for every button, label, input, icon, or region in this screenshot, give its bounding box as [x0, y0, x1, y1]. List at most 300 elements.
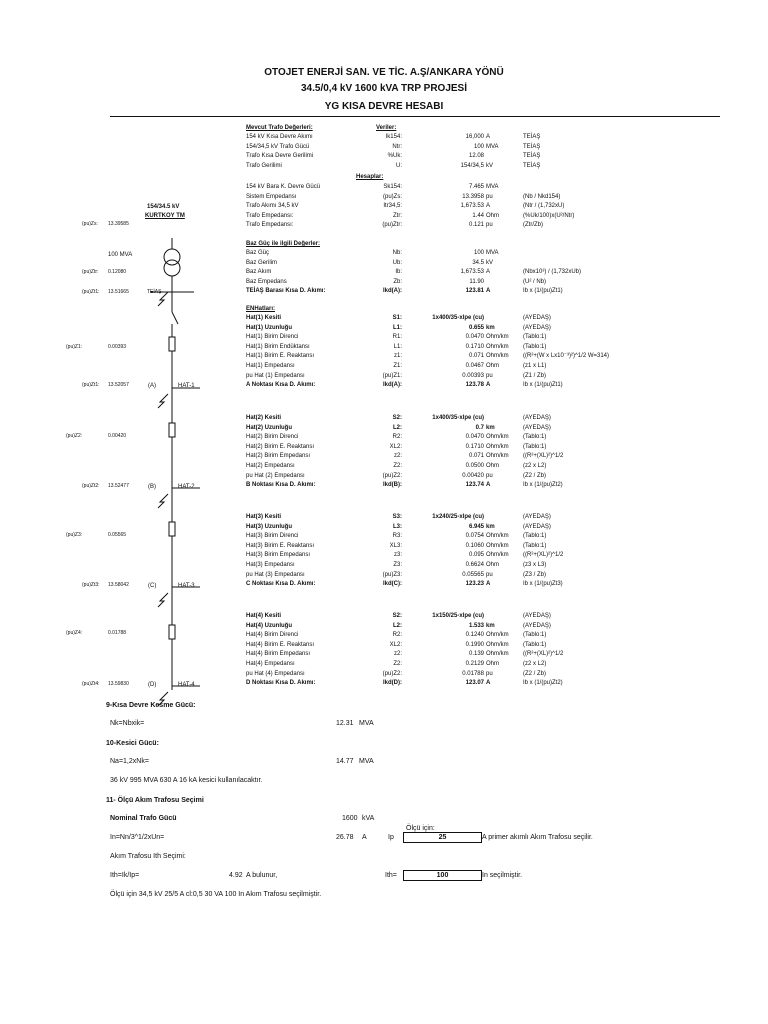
hat4-row-0-note: (AYEDAŞ)	[523, 613, 551, 619]
hat2-row-4-note: ((R²+(XL)²)^1/2	[523, 453, 564, 460]
hat3-row-0-sym: S3:	[392, 514, 402, 520]
hat3-row-3-val: 0.1060	[465, 542, 484, 549]
ith-selection-title: Akım Trafosu Ith Seçimi:	[110, 853, 186, 860]
hat4-row-5-note: (z2 x L2)	[523, 661, 547, 667]
hat3-row-4-label: Hat(3) Birim Empedansı	[246, 552, 311, 559]
hat1-row-4-val: 0.071	[468, 353, 484, 360]
base-row-4-label: TEİAŞ Barası Kısa D. Akımı:	[246, 288, 326, 294]
hat2-row-4-label: Hat(2) Birim Empedansı	[246, 453, 311, 460]
hat2-label: HAT-2	[178, 484, 195, 490]
hat4-row-3-note: (Tablo:1)	[523, 641, 547, 648]
hat4-row-0-val: 1x150/25-xlpe (cu)	[432, 613, 484, 619]
calc-row-0-sym: Sk154:	[383, 184, 402, 190]
calc-row-3-note: (%Uk/100)x(U²/Ntr)	[523, 212, 575, 219]
calc-row-2-note: (Ntr / (1,732xU)	[523, 203, 565, 209]
hat4-row-4-sym: z2:	[393, 651, 402, 658]
hat3-row-2-note: (Tablo:1)	[523, 533, 547, 540]
hat4-zt-value: 13.59830	[108, 681, 129, 687]
hat3-row-3-unit: Ohm/km	[486, 542, 509, 549]
hat1-row-7-val: 123.78	[465, 382, 484, 389]
hat3-z-value: 0.05565	[108, 532, 127, 538]
hat2-zt-label: (pu)Zt2:	[82, 483, 100, 489]
existing-row-1-val: 100	[473, 143, 484, 150]
ztr-label: (pu)Ztr:	[82, 269, 99, 275]
base-row-4-sym: Ikd(A):	[383, 288, 402, 294]
calc-row-0-val: 7.465	[468, 184, 484, 190]
hat1-row-2-note: (Tablo:1)	[523, 334, 547, 341]
na-unit: MVA	[359, 758, 374, 765]
base-row-1-label: Baz Gerilim	[246, 259, 278, 266]
hat1-row-1-note: (AYEDAŞ)	[523, 324, 551, 331]
ith-calc-value: 4.92	[229, 872, 243, 879]
point-1-label: (A)	[148, 383, 156, 389]
hat2-z-label: (pu)Z2:	[66, 433, 83, 439]
hat1-row-1-sym: L1:	[393, 324, 402, 331]
hat2-row-7-label: B Noktası Kısa D. Akımı:	[246, 482, 316, 489]
hat2-row-0-note: (AYEDAŞ)	[523, 415, 551, 421]
hat2-row-0-label: Hat(2) Kesiti	[246, 415, 282, 421]
ip-value: 25	[438, 834, 447, 841]
hat4-row-1-val: 1.533	[468, 622, 484, 629]
hat2-row-1-note: (AYEDAŞ)	[523, 424, 551, 431]
hat1-row-0-sym: S1:	[392, 315, 402, 321]
zs-value: 13.39585	[108, 221, 129, 227]
existing-row-0-note: TEİAŞ	[523, 134, 541, 140]
trafo-station: KURTKOY TM	[145, 213, 185, 219]
hat4-row-5-unit: Ohm	[486, 661, 500, 667]
hat3-row-5-val: 0.6624	[465, 562, 484, 568]
hat1-row-7-sym: Ikd(A):	[383, 382, 402, 389]
disconnector-switch	[172, 312, 178, 324]
hat4-row-4-label: Hat(4) Birim Empedansı	[246, 651, 311, 658]
hat3-label: HAT-3	[178, 583, 195, 589]
hat2-z-value: 0.00420	[108, 433, 127, 439]
hat1-row-5-val: 0.0467	[465, 363, 484, 369]
base-row-0-val: 100	[473, 250, 484, 256]
hat4-row-0-sym: S2:	[392, 613, 402, 619]
hat1-row-3-note: (Tablo:1)	[523, 343, 547, 350]
hat4-row-1-label: Hat(4) Uzunluğu	[246, 622, 292, 629]
hat3-row-5-unit: Ohm	[486, 562, 500, 568]
calc-row-1-note: (Nb / Nkd154)	[523, 193, 561, 200]
hat3-row-3-note: (Tablo:1)	[523, 542, 547, 549]
final-selection: Ölçü için 34,5 kV 25/5 A cl:0,5 30 VA 100 In Akım Trafosu seçilmiştir.	[110, 891, 322, 898]
hat2-row-6-note: (Z2 / Zb)	[523, 472, 547, 479]
title-line-3: YG KISA DEVRE HESABI	[324, 101, 444, 112]
ip-label: Ip	[388, 834, 394, 841]
ith-label: Ith=	[385, 872, 397, 879]
olcu-icin-label: Ölçü için:	[406, 825, 435, 832]
hat4-z-label: (pu)Z4:	[66, 630, 83, 636]
base-row-2-label: Baz Akım	[246, 269, 272, 275]
calc-row-4-val: 0.121	[468, 222, 484, 228]
calc-row-4-unit: pu	[486, 222, 493, 228]
hat1-row-0-note: (AYEDAŞ)	[523, 315, 551, 321]
hat3-row-1-unit: km	[486, 523, 495, 530]
hat2-row-6-sym: (pu)Z2:	[382, 472, 402, 479]
nk-label: Nk=Nbxik=	[110, 720, 145, 727]
hat4-row-3-unit: Ohm/km	[486, 641, 509, 648]
hat1-label: HAT-1	[178, 383, 195, 389]
hat4-row-6-label: pu Hat (4) Empedansı	[246, 670, 305, 677]
ith-value: 100	[436, 872, 449, 879]
nominal-label: Nominal Trafo Gücü	[110, 815, 177, 822]
existing-row-2-note: TEİAŞ	[523, 153, 541, 159]
hat2-row-5-val: 0.0500	[465, 463, 484, 469]
hat1-row-3-val: 0.1710	[465, 343, 484, 350]
hat2-row-5-unit: Ohm	[486, 463, 500, 469]
hat3-row-7-sym: Ikd(C):	[383, 581, 402, 588]
hat4-row-2-unit: Ohm/km	[486, 632, 509, 639]
hat2-row-4-val: 0.071	[468, 453, 484, 460]
hat3-row-4-unit: Ohm/km	[486, 552, 509, 559]
hat2-row-2-sym: R2:	[392, 434, 402, 441]
hat1-impedance	[169, 337, 175, 351]
calc-row-2-label: Trafo Akımı 34,5 kV	[246, 203, 299, 209]
ip-value-box	[403, 832, 482, 843]
hat1-row-0-val: 1x400/35-xlpe (cu)	[432, 315, 484, 321]
hat3-row-6-unit: pu	[486, 571, 493, 578]
hat3-row-4-note: ((R²+(XL)²)^1/2	[523, 552, 564, 559]
base-row-2-unit: A	[486, 269, 491, 275]
hat3-row-2-unit: Ohm/km	[486, 533, 509, 540]
base-row-1-val: 34.5	[472, 259, 484, 266]
hat2-row-6-val: 0.00420	[462, 472, 484, 479]
hat2-row-7-sym: Ikd(B):	[383, 482, 402, 489]
hat4-row-7-sym: Ikd(D):	[383, 680, 402, 687]
existing-title: Mevcut Trafo Değerleri:	[246, 125, 313, 131]
hat3-row-0-label: Hat(3) Kesiti	[246, 514, 282, 520]
calc-row-3-unit: Ohm	[486, 212, 500, 219]
fault-arrow-a	[158, 394, 168, 408]
hat3-row-1-sym: L3:	[393, 523, 402, 530]
hat1-z-value: 0.00393	[108, 344, 127, 350]
hat3-row-3-label: Hat(3) Birim E. Reaktansı	[246, 542, 315, 549]
hat3-row-2-sym: R3:	[392, 533, 402, 540]
calc-row-2-sym: Itr34,5:	[383, 203, 402, 209]
hat2-row-2-note: (Tablo:1)	[523, 434, 547, 441]
trafo-power: 100 MVA	[108, 252, 133, 258]
hat2-row-3-note: (Tablo:1)	[523, 443, 547, 450]
fault-arrow-c	[158, 593, 168, 607]
hat1-row-5-unit: Ohm	[486, 363, 500, 369]
nk-value: 12.31	[336, 720, 354, 727]
hat3-row-5-sym: Z3:	[393, 562, 402, 568]
ith-value-box	[403, 870, 482, 881]
zt1-value: 13.51665	[108, 289, 129, 295]
hat3-row-1-label: Hat(3) Uzunluğu	[246, 523, 292, 530]
hat3-row-5-note: (z3 x L3)	[523, 562, 547, 568]
calc-row-2-val: 1,673.53	[460, 203, 484, 209]
title-line-2: 34.5/0,4 kV 1600 kVA TRP PROJESİ	[300, 83, 468, 94]
hat2-row-2-unit: Ohm/km	[486, 434, 509, 441]
hat2-row-4-unit: Ohm/km	[486, 453, 509, 460]
existing-row-3-unit: kV	[486, 162, 494, 169]
hat2-row-0-val: 1x400/35-xlpe (cu)	[432, 415, 484, 421]
hat3-impedance	[169, 522, 175, 536]
hat3-zt-label: (pu)Zt3:	[82, 582, 100, 588]
base-row-1-unit: kV	[486, 259, 494, 266]
hat4-row-5-sym: Z2:	[393, 661, 402, 667]
hat1-row-4-unit: Ohm/km	[486, 353, 509, 360]
hat1-row-6-val: 0.00393	[462, 372, 484, 379]
hat2-zt-value: 13.52477	[108, 483, 129, 489]
hat3-row-1-val: 6.945	[468, 523, 484, 530]
hat2-row-3-sym: XL2:	[389, 443, 402, 450]
calc-row-1-val: 13.3958	[462, 193, 484, 200]
in-value: 26.78	[336, 834, 354, 841]
base-row-3-sym: Zb:	[393, 278, 402, 285]
hat4-row-2-note: (Tablo:1)	[523, 632, 547, 639]
nominal-value: 1600	[342, 815, 358, 822]
hat2-row-4-sym: z2:	[393, 453, 402, 460]
hat2-row-0-sym: S2:	[392, 415, 402, 421]
hat2-row-5-note: (z2 x L2)	[523, 463, 547, 469]
hat4-row-7-note: Ib x (1/(pu)Zt2)	[523, 680, 563, 687]
hat1-row-2-label: Hat(1) Birim Direnci	[246, 334, 299, 341]
hat2-row-3-val: 0.1710	[465, 443, 484, 450]
zs-label: (pu)Zs:	[82, 221, 98, 227]
in-label: In=Nn/3^1/2xUn=	[110, 834, 165, 841]
calc-row-0-label: 154 kV Bara K. Devre Gücü	[246, 184, 321, 190]
hat3-row-5-label: Hat(3) Empedansı	[246, 562, 295, 568]
hat1-row-1-unit: km	[486, 324, 495, 331]
hat2-row-1-unit: km	[486, 424, 495, 431]
ith-calc-label: Ith=Ik/Ip=	[110, 872, 140, 879]
hat4-row-4-note: ((R²+(XL)²)^1/2	[523, 651, 564, 658]
hat4-row-6-unit: pu	[486, 670, 493, 677]
hat3-row-2-label: Hat(3) Birim Direnci	[246, 533, 299, 540]
hat4-row-3-sym: XL2:	[389, 641, 402, 648]
existing-row-2-val: 12.08	[468, 153, 484, 159]
hat1-row-4-label: Hat(1) Birim E. Reaktansı	[246, 353, 315, 360]
calc-row-0-unit: MVA	[486, 184, 499, 190]
hat3-row-2-val: 0.0754	[465, 533, 484, 540]
hat3-row-7-val: 123.23	[465, 581, 484, 588]
trafo-winding-2	[164, 260, 180, 276]
hat4-row-2-label: Hat(4) Birim Direnci	[246, 632, 299, 639]
title-line-1: OTOJET ENERJİ SAN. VE TİC. A.Ş/ANKARA YÖNÜ	[264, 67, 504, 78]
hat4-row-7-val: 123.07	[465, 680, 484, 687]
hat4-row-4-unit: Ohm/km	[486, 651, 509, 658]
base-row-2-val: 1,673.53	[460, 269, 484, 275]
existing-row-3-val: 154/34,5	[460, 162, 484, 169]
hat4-row-6-note: (Z2 / Zb)	[523, 670, 547, 677]
base-title: Baz Güç ile ilgili Değerler:	[246, 241, 321, 247]
point-3-label: (C)	[148, 583, 157, 589]
hat3-row-6-label: pu Hat (3) Empedansı	[246, 571, 305, 578]
hat2-row-6-label: pu Hat (2) Empedansı	[246, 472, 305, 479]
hat2-row-7-val: 123.74	[465, 482, 484, 489]
hat4-row-4-val: 0.139	[468, 651, 484, 658]
hat1-row-7-note: Ib x (1/(pu)Zt1)	[523, 382, 563, 389]
base-row-3-val: 11.90	[469, 278, 484, 285]
nominal-unit: kVA	[362, 815, 375, 822]
calc-row-1-label: Sistem Empedansı	[246, 193, 297, 200]
given-title: Veriler:	[376, 125, 397, 131]
existing-row-1-label: 154/34,5 kV Trafo Gücü	[246, 143, 310, 150]
hat4-impedance	[169, 625, 175, 639]
hat2-row-3-label: Hat(2) Birim E. Reaktansı	[246, 443, 315, 450]
hat1-row-2-unit: Ohm/km	[486, 334, 509, 341]
kesici-note: 36 kV 995 MVA 630 A 16 kA kesici kullanılacaktır.	[110, 777, 263, 784]
hat4-row-5-val: 0.2129	[465, 661, 484, 667]
ith-calc-unit: A bulunur,	[246, 872, 278, 879]
calc-row-3-label: Trafo Empedansı:	[246, 212, 294, 219]
hat3-zt-value: 13.58042	[108, 582, 129, 588]
hat3-row-7-unit: A	[486, 581, 491, 588]
calc-row-4-sym: (pu)Ztr:	[382, 222, 402, 228]
hat2-row-5-label: Hat(2) Empedansı	[246, 463, 295, 469]
hat1-row-7-unit: A	[486, 382, 491, 389]
hat2-row-2-label: Hat(2) Birim Direnci	[246, 434, 299, 441]
base-row-0-label: Baz Güç	[246, 250, 270, 256]
hat4-label: HAT-4	[178, 682, 195, 688]
hat1-row-5-note: (z1 x L1)	[523, 363, 547, 369]
calc-row-4-label: Trafo Empedansı:	[246, 222, 294, 228]
hat1-row-5-sym: Z1:	[393, 363, 402, 369]
calc-row-1-unit: pu	[486, 193, 493, 200]
hat3-row-3-sym: XL3:	[389, 542, 402, 549]
hat4-row-1-sym: L2:	[393, 622, 402, 629]
hat1-row-6-note: (Z1 / Zb)	[523, 372, 547, 379]
hat3-row-7-label: C Noktası Kısa D. Akımı:	[246, 581, 316, 588]
hat4-row-6-val: 0.01788	[462, 670, 484, 677]
point-4-label: (D)	[148, 682, 157, 688]
ip-note: A primer akımlı Akım Trafosu seçilir.	[482, 834, 593, 841]
existing-row-1-unit: MVA	[486, 143, 499, 150]
nk-unit: MVA	[359, 720, 374, 727]
hat1-row-1-val: 0.655	[468, 324, 484, 331]
ith-note: In seçilmiştir.	[482, 872, 523, 879]
hat2-impedance	[169, 423, 175, 437]
hat4-row-7-unit: A	[486, 680, 491, 687]
hat4-zt-label: (pu)Zt4:	[82, 681, 100, 687]
base-row-4-val: 123.81	[465, 288, 484, 294]
hat3-row-6-note: (Z3 / Zb)	[523, 571, 547, 578]
hat1-row-3-label: Hat(1) Birim Endüktansı	[246, 343, 310, 350]
section-9-title: 9-Kısa Devre Kesme Gücü:	[106, 702, 196, 709]
hat3-row-7-note: Ib x (1/(pu)Zt3)	[523, 581, 563, 588]
existing-row-2-sym: %Uk:	[387, 153, 402, 159]
hat1-row-4-note: ((R²+(W x Lx10⁻³)²)^1/2 W=314)	[523, 353, 609, 360]
hat4-row-2-val: 0.1240	[465, 632, 484, 639]
hat3-row-0-val: 1x240/25-xlpe (cu)	[432, 514, 484, 520]
hat2-row-1-sym: L2:	[393, 424, 402, 431]
base-row-3-note: (U² / Nb)	[523, 278, 546, 285]
fault-arrow-b	[158, 494, 168, 508]
hat3-row-1-note: (AYEDAŞ)	[523, 523, 551, 530]
hat1-row-6-label: pu Hat (1) Empedansı	[246, 372, 305, 379]
existing-row-0-unit: A	[486, 134, 491, 140]
zt1-label: (pu)Zt1:	[82, 289, 100, 295]
hat4-row-1-note: (AYEDAŞ)	[523, 622, 551, 629]
hat1-row-5-label: Hat(1) Empedansı	[246, 363, 295, 369]
section-11-title: 11- Ölçü Akım Trafosu Seçimi	[106, 797, 204, 804]
hat4-z-value: 0.01788	[108, 630, 127, 636]
hat2-row-5-sym: Z2:	[393, 463, 402, 469]
hat3-z-label: (pu)Z3:	[66, 532, 83, 538]
na-label: Na=1,2xNk=	[110, 758, 149, 765]
point-2-label: (B)	[148, 484, 156, 490]
existing-row-1-sym: Ntr:	[392, 143, 402, 150]
base-row-0-sym: Nb:	[392, 250, 402, 256]
hat1-row-3-unit: Ohm/km	[486, 343, 509, 350]
hat1-row-1-label: Hat(1) Uzunluğu	[246, 324, 292, 331]
hat1-z-label: (pu)Z1:	[66, 344, 83, 350]
hat1-row-6-sym: (pu)Z1:	[382, 372, 402, 379]
existing-row-3-label: Trafo Gerilimi	[246, 162, 282, 169]
calc-row-3-val: 1.44	[472, 212, 484, 219]
hat3-row-0-note: (AYEDAŞ)	[523, 514, 551, 520]
base-row-1-sym: Ub:	[392, 259, 402, 266]
hat1-row-7-label: A Noktası Kısa D. Akımı:	[246, 382, 316, 389]
existing-row-0-val: 16,000	[465, 134, 484, 140]
hat2-row-1-val: 0.7	[475, 424, 484, 431]
existing-row-3-note: TEİAŞ	[523, 162, 541, 169]
hat4-row-2-sym: R2:	[392, 632, 402, 639]
calc-row-4-note: (Ztr/Zb)	[523, 222, 543, 228]
hat1-row-6-unit: pu	[486, 372, 493, 379]
ztr-value: 0.12080	[108, 269, 127, 275]
base-row-3-label: Baz Empedans	[246, 278, 287, 285]
trafo-voltage: 154/34.5 kV	[147, 204, 180, 210]
calc-row-1-sym: (pu)Zs:	[382, 193, 402, 200]
hat4-row-7-label: D Noktası Kısa D. Akımı:	[246, 680, 316, 687]
lines-title: ENHatları:	[246, 306, 276, 312]
hat3-row-4-sym: z3:	[393, 552, 402, 559]
calc-row-2-unit: A	[486, 203, 491, 209]
hat4-row-3-val: 0.1990	[465, 641, 484, 648]
section-10-title: 10-Kesici Gücü:	[106, 740, 159, 747]
existing-row-2-label: Trafo Kısa Devre Gerilimi	[246, 153, 314, 159]
base-row-2-sym: Ib:	[395, 269, 402, 275]
base-row-2-note: (Nbx10³) / (1,732xUb)	[523, 269, 582, 275]
hat1-row-2-sym: R1:	[392, 334, 402, 341]
calc-row-3-sym: Ztr:	[393, 212, 402, 219]
existing-row-0-sym: Ik154:	[385, 134, 402, 140]
hat1-row-4-sym: z1:	[393, 353, 402, 360]
hat3-row-6-val: 0.05565	[462, 571, 484, 578]
in-unit: A	[362, 834, 367, 841]
hat1-zt-value: 13.52057	[108, 382, 129, 388]
hat2-row-1-label: Hat(2) Uzunluğu	[246, 424, 292, 431]
na-value: 14.77	[336, 758, 354, 765]
existing-row-3-sym: U:	[396, 162, 402, 169]
hat2-row-3-unit: Ohm/km	[486, 443, 509, 450]
hat1-row-0-label: Hat(1) Kesiti	[246, 315, 282, 321]
hat2-row-7-note: Ib x (1/(pu)Zt2)	[523, 482, 563, 489]
hat4-row-3-label: Hat(4) Birim E. Reaktansı	[246, 641, 315, 648]
hat1-zt-label: (pu)Zt1:	[82, 382, 100, 388]
existing-row-0-label: 154 kV Kısa Devre Akımı	[246, 134, 313, 140]
base-row-0-unit: MVA	[486, 250, 499, 256]
hat2-row-2-val: 0.0470	[465, 434, 484, 441]
hat1-row-2-val: 0.0470	[465, 334, 484, 341]
hat4-row-5-label: Hat(4) Empedansı	[246, 661, 295, 667]
hat1-row-3-sym: L1:	[393, 343, 402, 350]
base-row-4-unit: A	[486, 288, 491, 294]
hat3-row-6-sym: (pu)Z3:	[382, 571, 402, 578]
hat3-row-4-val: 0.095	[468, 552, 484, 559]
hat2-row-7-unit: A	[486, 482, 491, 489]
hat4-row-6-sym: (pu)Z2:	[382, 670, 402, 677]
calc-title: Hesaplar:	[356, 174, 384, 180]
hat4-row-0-label: Hat(4) Kesiti	[246, 613, 282, 619]
hat4-row-1-unit: km	[486, 622, 495, 629]
existing-row-1-note: TEİAŞ	[523, 143, 541, 150]
teias-bus-label: TEİAŞ	[147, 289, 162, 295]
